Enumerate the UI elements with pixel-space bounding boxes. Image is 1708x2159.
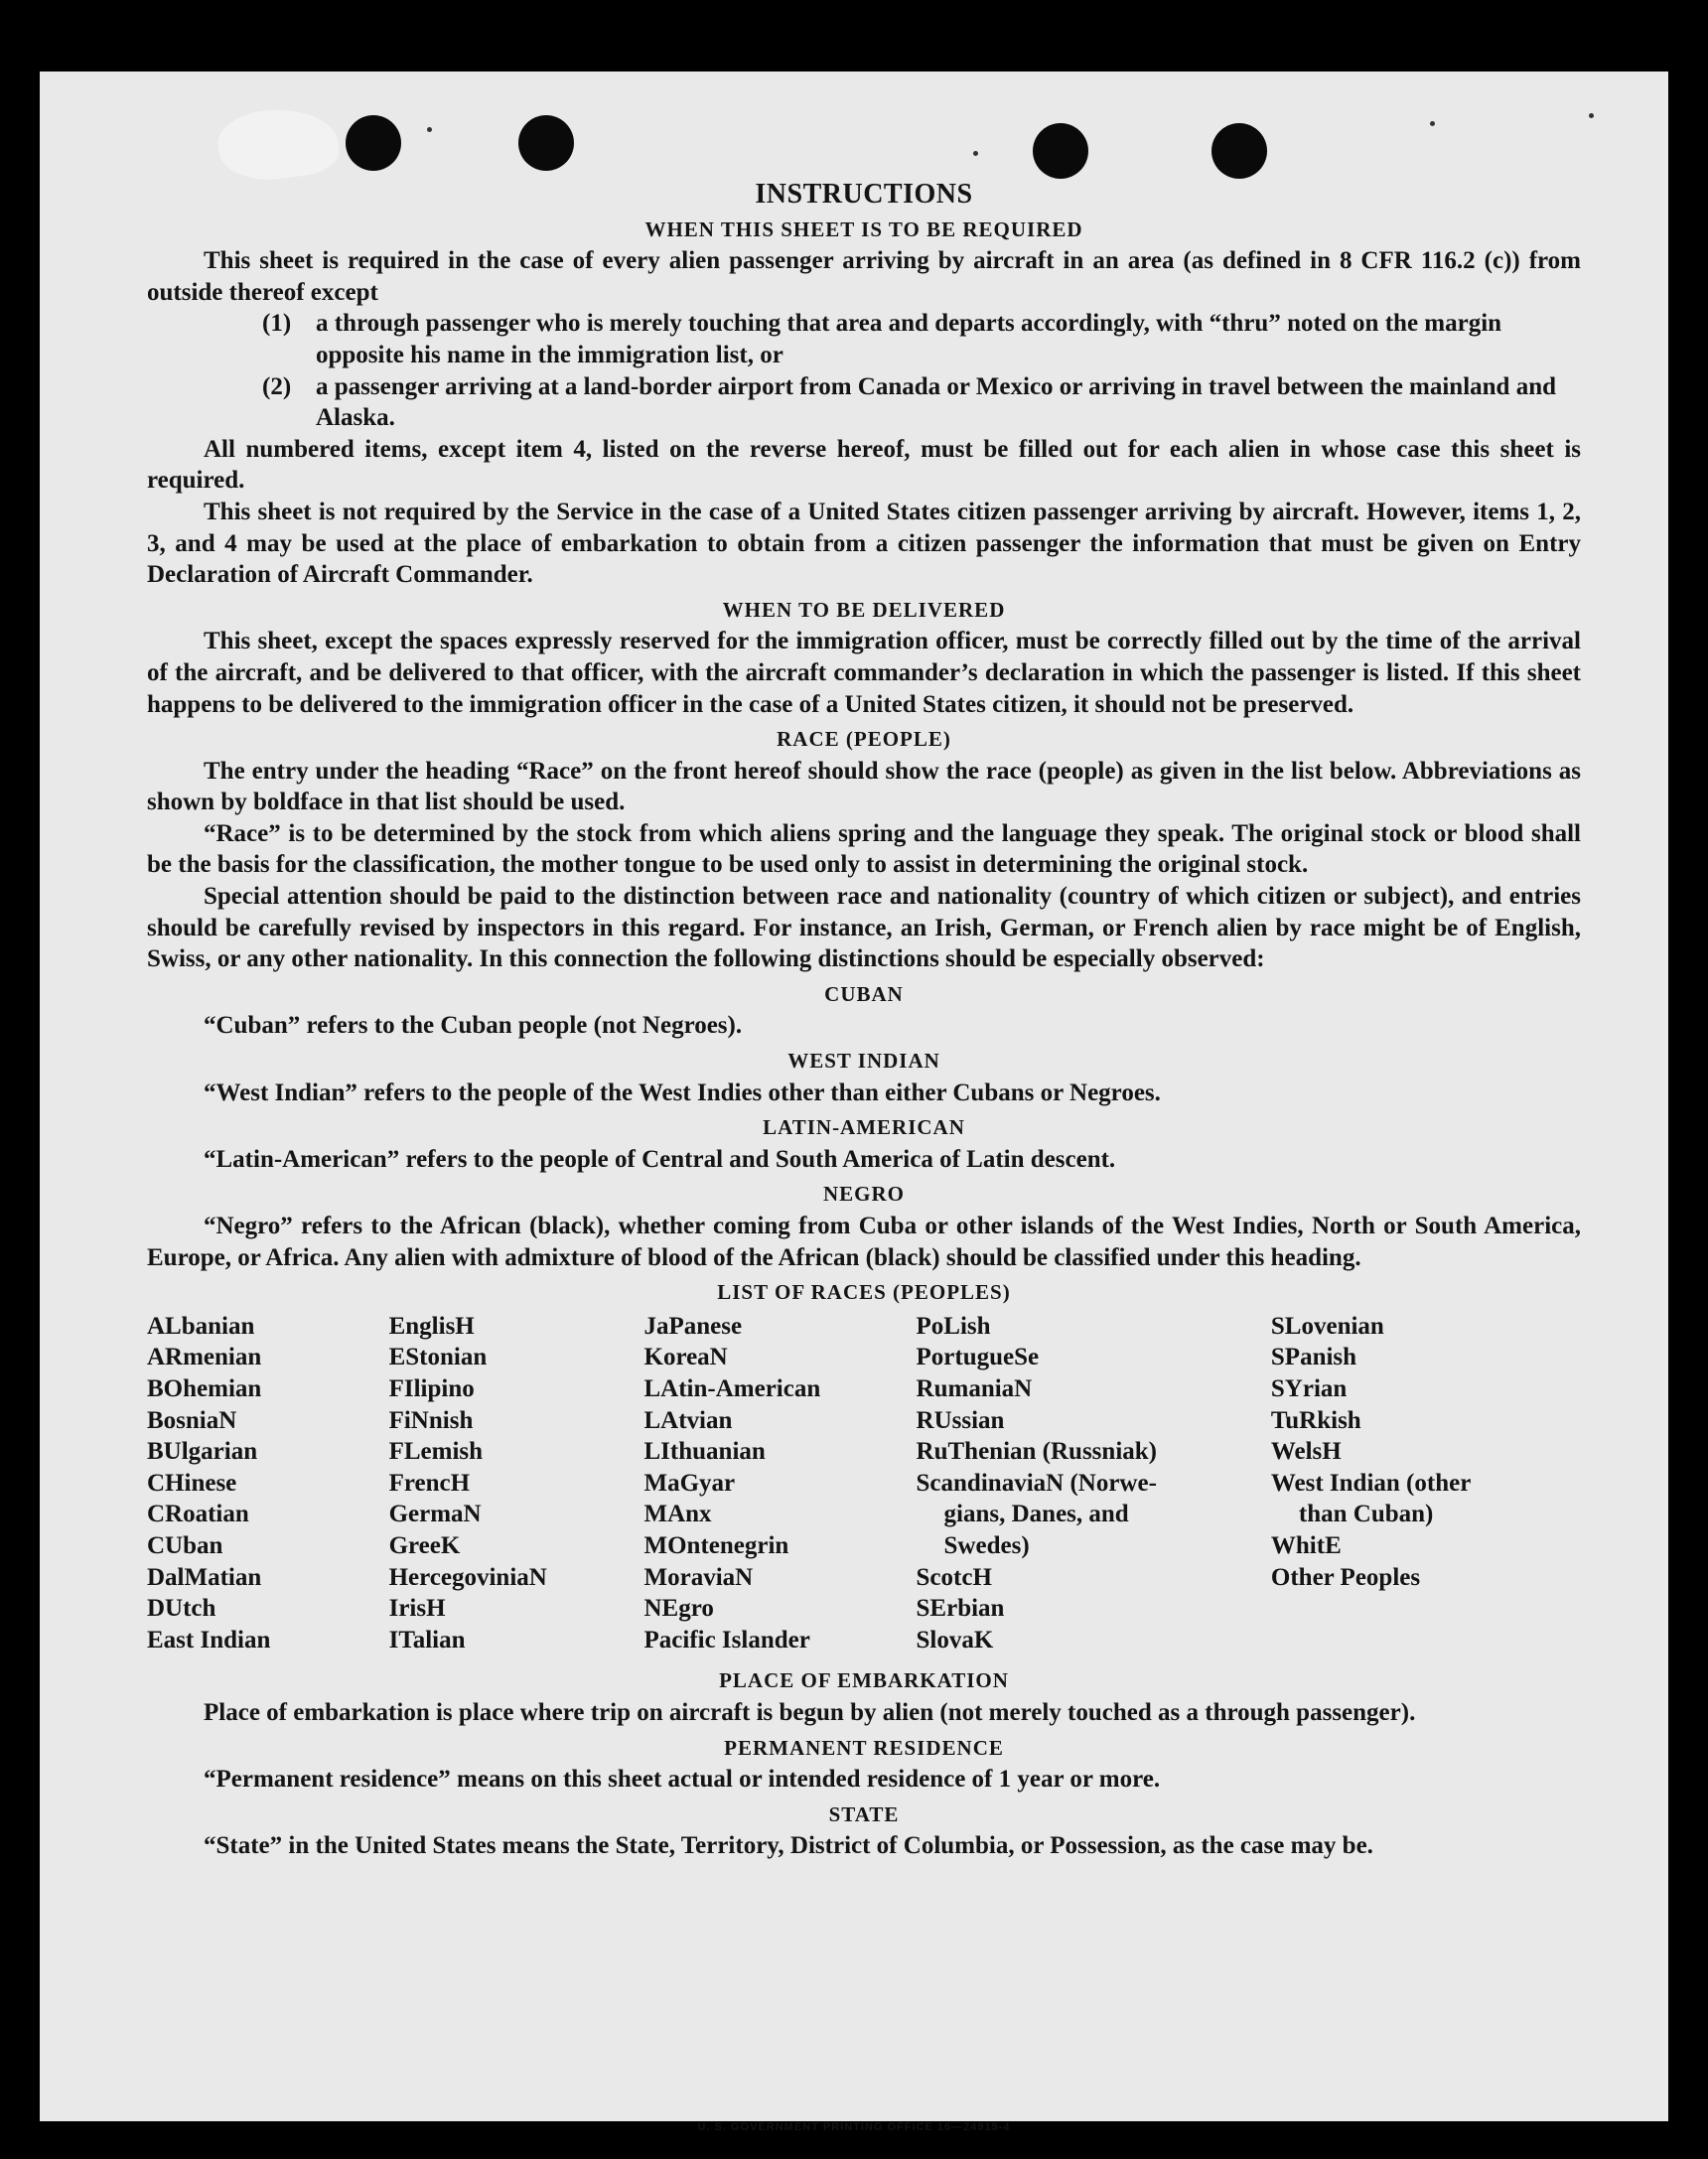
speck — [1430, 121, 1435, 126]
list-item: ALbanian — [147, 1312, 255, 1340]
list-item: ARmenian — [147, 1344, 262, 1371]
punch-hole — [346, 115, 401, 171]
race-column-5 — [1202, 1311, 1581, 1656]
list-item: PoLish — [916, 1312, 991, 1340]
paragraph: This sheet is required in the case of every alien passenger arriving by aircraft in an area (as defined in 8 CFR 116.2 (c)) from outside thereof except — [147, 247, 1581, 306]
heading-delivered: WHEN TO BE DELIVERED — [722, 597, 1006, 622]
list-item: DUtch — [147, 1595, 216, 1623]
list-item: TuRkish — [1270, 1406, 1361, 1434]
punch-hole — [1033, 123, 1088, 179]
list-item: FIlipino — [388, 1374, 475, 1402]
list-item-continued: Swedes) — [943, 1531, 1030, 1559]
paragraph: This sheet, except the spaces expressly reserved for the immigration officer, must be correctly filled out by the time of the arrival of the aircraft, and be delivered to that officer, with the aircraft commander’s declaration in which the passenger is listed. If this sheet happens to be delivered to the immigration officer in the case of a United States citizen, it should not be preserved. — [147, 628, 1581, 718]
heading-race: RACE (PEOPLE) — [777, 727, 951, 752]
speck — [1589, 113, 1594, 118]
paragraph: All numbered items, except item 4, listed on the reverse hereof, must be filled out for each alien in whose case this sheet is required. — [147, 435, 1581, 495]
page-title: INSTRUCTIONS — [755, 179, 973, 210]
paragraph: The entry under the heading “Race” on the front hereof should show the race (people) as given in the list below. Abbreviations as shown by boldface in that list should be used. — [147, 757, 1581, 816]
list-item: LAtvian — [643, 1406, 733, 1434]
paragraph: This sheet is not required by the Service in the case of a United States citizen passenger arriving by aircraft. However, items 1, 2, 3, and 4 may be used at the place of embarkation to obtain from a citizen passenger the information that must be given on Entry Declaration of Aircraft Commander. — [147, 498, 1581, 589]
list-item: MoraviaN — [643, 1563, 754, 1591]
heading-negro: NEGRO — [822, 1182, 905, 1207]
paragraph: “State” in the United States means the State, Territory, District of Columbia, or Possession, as the case may be. — [204, 1832, 1373, 1860]
list-item: SErbian — [916, 1595, 1005, 1623]
punch-hole — [1211, 123, 1267, 179]
list-item: ScandinaviaN (Norwe- — [916, 1469, 1157, 1497]
list-item: Other Peoples — [1270, 1563, 1421, 1591]
list-item: HercegoviniaN — [388, 1563, 547, 1591]
list-item: MaGyar — [643, 1469, 736, 1497]
list-item: CHinese — [147, 1469, 237, 1497]
list-item: CRoatian — [147, 1501, 249, 1528]
list-item: WelsH — [1270, 1438, 1342, 1466]
heading-cuban: CUBAN — [824, 981, 904, 1006]
list-item: LAtin-American — [643, 1374, 821, 1402]
heading-state: STATE — [828, 1801, 900, 1826]
list-item: FiNnish — [388, 1406, 474, 1434]
list-item: NEgro — [643, 1595, 714, 1623]
item-text: a through passenger who is merely touching that area and departs accordingly, with “thru” noted on the margin opposite his name in the immigration list, or — [316, 310, 1502, 368]
race-column-4 — [917, 1311, 1202, 1656]
list-item: RUssian — [916, 1406, 1005, 1434]
list-item-continued: than Cuban) — [1298, 1501, 1434, 1528]
list-item: EStonian — [388, 1344, 488, 1371]
race-list — [147, 1311, 1581, 1656]
list-item: SlovaK — [916, 1626, 994, 1654]
list-item: IrisH — [388, 1595, 446, 1623]
list-item: West Indian (other — [1270, 1469, 1472, 1497]
list-item: GermaN — [388, 1501, 482, 1528]
list-item: FrencH — [388, 1469, 471, 1497]
list-item: RuThenian (Russniak) — [916, 1438, 1157, 1466]
paragraph: “Negro” refers to the African (black), whether coming from Cuba or other islands of the West Indies, North or South America, Europe, or Africa. Any alien with admixture of blood of the African (black) should be classified under this heading. — [147, 1213, 1581, 1271]
heading-latin-american: LATIN-AMERICAN — [763, 1115, 965, 1140]
list-item: KoreaN — [643, 1344, 728, 1371]
paragraph: “Cuban” refers to the Cuban people (not Negroes). — [204, 1012, 743, 1040]
race-column-1 — [147, 1311, 389, 1656]
list-item: FLemish — [388, 1438, 484, 1466]
list-item: BUlgarian — [147, 1438, 258, 1466]
race-column-3 — [644, 1311, 917, 1656]
list-item: ScotcH — [916, 1563, 992, 1591]
item-text: a passenger arriving at a land-border airport from Canada or Mexico or arriving in travel between the mainland and Alaska. — [316, 372, 1557, 432]
list-item: SYrian — [1270, 1374, 1348, 1402]
instructions-text — [147, 179, 1581, 1862]
speck — [973, 151, 978, 156]
heading-permanent-residence: PERMANENT RESIDENCE — [724, 1735, 1004, 1760]
list-item: WhitE — [1270, 1531, 1342, 1559]
paragraph: “Latin-American” refers to the people of Central and South America of Latin descent. — [204, 1145, 1116, 1173]
punch-hole — [518, 115, 574, 171]
list-item: East Indian — [147, 1626, 271, 1654]
heading-embarkation: PLACE OF EMBARKATION — [719, 1668, 1009, 1693]
torn-corner — [214, 101, 343, 187]
list-item: MOntenegrin — [643, 1531, 789, 1559]
item-number: (1) — [262, 310, 292, 338]
list-item — [147, 371, 1581, 434]
paragraph: “West Indian” refers to the people of the West Indies other than either Cubans or Negroes. — [204, 1079, 1161, 1106]
list-item: Pacific Islander — [643, 1626, 810, 1654]
list-item: RumaniaN — [916, 1374, 1033, 1402]
list-item: MAnx — [643, 1501, 712, 1528]
list-item: BOhemian — [147, 1374, 262, 1402]
list-item: PortugueSe — [916, 1344, 1040, 1371]
list-item-text: gians, Danes, and — [943, 1501, 1129, 1528]
list-item: DalMatian — [147, 1563, 262, 1591]
paragraph: Place of embarkation is place where trip on aircraft is begun by alien (not merely touched as a through passenger). — [204, 1698, 1416, 1726]
paragraph: Special attention should be paid to the distinction between race and nationality (country of which citizen or subject), and entries should be carefully revised by inspectors in this regard. For instance, an Irish, German, or French alien by race might be of English, Swiss, or any other nationality. In this connection the following distinctions should be especially observed: — [147, 883, 1581, 973]
race-column-2 — [389, 1311, 644, 1656]
list-item: EnglisH — [388, 1312, 475, 1340]
list-item-continued — [917, 1499, 1173, 1530]
list-item: LIthuanian — [643, 1438, 766, 1466]
list-item: BosniaN — [147, 1406, 237, 1434]
paragraph: “Permanent residence” means on this sheet actual or intended residence of 1 year or more. — [204, 1766, 1161, 1794]
list-item: SPanish — [1270, 1344, 1357, 1371]
item-number: (2) — [262, 372, 292, 400]
list-item: GreeK — [388, 1531, 461, 1559]
list-item: ITalian — [388, 1626, 466, 1654]
list-item: JaPanese — [643, 1312, 743, 1340]
list-item — [147, 308, 1581, 370]
heading-required: WHEN THIS SHEET IS TO BE REQUIRED — [644, 216, 1083, 241]
printer-imprint: U. S. GOVERNMENT PRINTING OFFICE 16—24915-4 — [697, 2121, 1011, 2133]
heading-list-of-races: LIST OF RACES (PEOPLES) — [717, 1280, 1011, 1305]
paragraph: “Race” is to be determined by the stock from which aliens spring and the language they speak. The original stock or blood shall be the basis for the classification, the mother tongue to be used only to assist in determining the original stock. — [147, 819, 1581, 879]
speck — [427, 127, 432, 132]
list-item: SLovenian — [1270, 1312, 1384, 1340]
heading-west-indian: WEST INDIAN — [787, 1049, 940, 1074]
list-item: CUban — [147, 1531, 223, 1559]
